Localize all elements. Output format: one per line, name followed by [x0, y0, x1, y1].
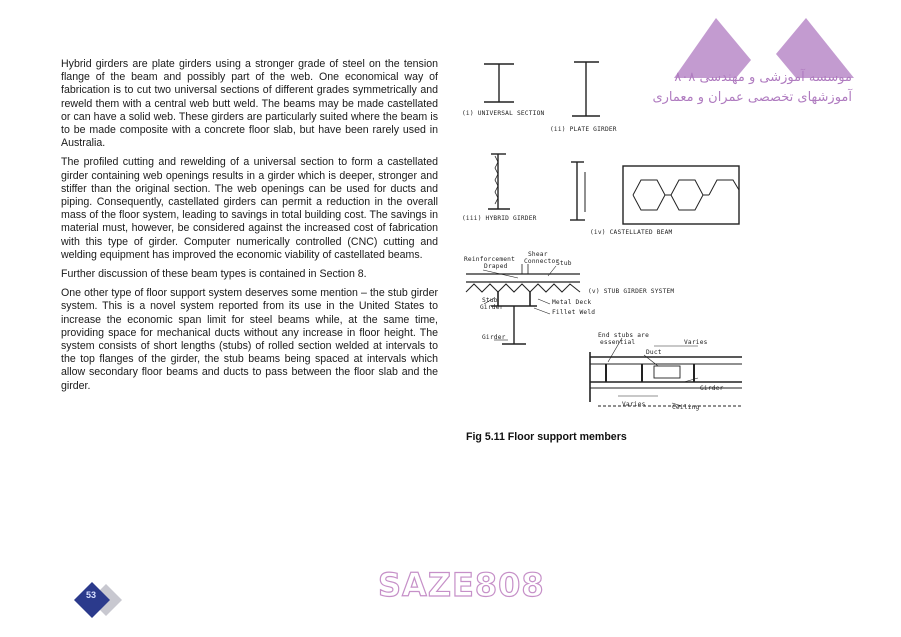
label-metal-deck: Metal Deck	[552, 299, 592, 306]
page-number: 53	[85, 590, 96, 600]
label-girder-right: Girder	[700, 385, 724, 392]
label-plate-girder: (ii) PLATE GIRDER	[550, 126, 617, 133]
body-text	[61, 58, 438, 399]
paragraph-stub-girder: One other type of floor support system deserves some mention – the stub girder system. This is a novel system reported from its use in the United States to increase the economic span limit for steel beams while, at the same time, providing space for mechanical ducts without any increase in floor height. The system consists of short lengths (stubs) of rolled section welded at intervals to the top flanges of the girder, the stub beams being spaced at intervals which allow secondary floor beams and ducts to pass between the floor slab and the girder.	[61, 287, 438, 392]
label-fillet-weld: Fillet Weld	[552, 309, 596, 316]
label-varies-top: Varies	[684, 339, 708, 346]
page-number-badge	[74, 580, 126, 620]
label-end-stubs-1: End stubs are	[598, 332, 650, 339]
label-draped: Draped	[484, 263, 508, 270]
label-end-stubs-2: essential	[600, 339, 636, 346]
label-ceiling: Ceiling	[672, 404, 700, 411]
label-varies-bottom: Varies	[622, 401, 646, 408]
label-hybrid-girder: (iii) HYBRID GIRDER	[462, 215, 537, 222]
label-stub: Stub	[556, 260, 572, 267]
logo-text-line1: موسسه آموزشی و مهندسی ۸۰۸	[674, 70, 852, 85]
paragraph-hybrid: Hybrid girders are plate girders using a stronger grade of steel on the tension flange of the beam and possibly part of the web. One economical way of fabrication is to cut two universal sections of different grades symmetrically and reweld them with a central web butt weld. The beams may be made castellated or can have a solid web. These girders are particularly suited where the beam is to be made composite with a concrete floor slab, but have been rarely used in Australia.	[61, 58, 438, 150]
label-castellated-beam: (iv) CASTELLATED BEAM	[590, 229, 673, 236]
label-stub-girder-system: (v) STUB GIRDER SYSTEM	[588, 288, 675, 295]
label-reinforcement: Reinforcement	[464, 256, 516, 263]
label-shear: Shear	[528, 251, 548, 258]
label-universal-section: (i) UNIVERSAL SECTION	[462, 110, 545, 117]
paragraph-castellated: The profiled cutting and rewelding of a universal section to form a castellated girder containing web openings results in a girder which is deeper, stronger and stiffer than the original section. The web openings can be used for ducts and piping. Consequently, castellated girders can permit a reduction in the overall mass of the floor system, leading to savings in total building cost. The savings in material must, however, be considered against the increased cost of fabrication with this type of girder. Computer numerically controlled (CNC) cutting and welding equipment has improved the economic viability of castellated beams.	[61, 156, 438, 261]
paragraph-further: Further discussion of these beam types is contained in Section 8.	[61, 268, 367, 281]
logo-text-line2: آموزشهای تخصصی عمران و معماری	[652, 90, 852, 105]
figure-caption: Fig 5.11 Floor support members	[466, 431, 627, 443]
institute-logo	[652, 12, 860, 122]
label-girder-left: Girder	[480, 304, 504, 311]
label-girder: Girder	[482, 334, 506, 341]
diamond-badge-icon	[74, 580, 126, 620]
watermark-text: SAZE808	[378, 566, 545, 604]
label-duct: Duct	[646, 349, 662, 356]
label-connector: Connector	[524, 258, 560, 265]
label-stub-left: Stub	[482, 297, 498, 304]
